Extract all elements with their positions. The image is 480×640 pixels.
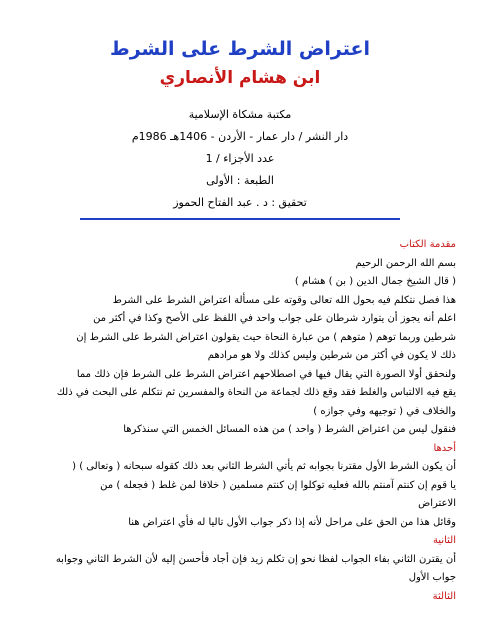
book-content: [16, 236, 456, 606]
text-line: يا قوم إن كنتم آمنتم بالله فعليه توكلوا إن كنتم مسلمين ( خلافا لمن غلط ( فجعله ) من: [100, 479, 456, 491]
text-line: شرطين وربما توهم ( متوهم ) من عبارة النحاة حيث يقولون اعتراض الشرط على الشرط إن: [76, 331, 456, 343]
text-line: ( قال الشيخ جمال الدين ( بن ) هشام ): [294, 276, 456, 287]
text-line: أن يكون الشرط الأول مقترنا بجوابه ثم يأتي الشرط الثاني بعد ذلك كقوله سبحانه ( وتعالى ) (: [72, 461, 456, 472]
publisher-house: دار النشر / دار عمار - الأردن - 1406هـ 1986م: [131, 130, 349, 143]
text-line: يقع فيه الالتباس والغلط فقد وقع ذلك لجماعة من النحاة والمفسرين ثم نتكلم على البحث في ذلك: [56, 387, 456, 398]
section-heading: مقدمة الكتاب: [399, 239, 456, 250]
text-line: اعلم أنه يجوز أن يتوارد شرطان على جواب واحد في اللفظ على الأصح وكذا في أكثر من: [93, 313, 456, 324]
publisher-library: مكتبة مشكاة الإسلامية: [188, 108, 292, 121]
text-line: ولنحقق أولا الصورة التي يقال فيها في اصطلاحهم اعتراض الشرط على الشرط فإن ذلك مما: [76, 368, 456, 380]
text-line: الاعتراض: [418, 498, 456, 509]
section-heading: الثانية: [432, 535, 456, 546]
section-heading: الثالثة: [432, 590, 456, 602]
text-line: أن يقترن الثاني بفاء الجواب لفظا نحو إن تكلم زيد فإن أجاد فأحسن إليه لأن الشرط الثاني وجوابه: [55, 553, 456, 565]
text-line: هذا فصل نتكلم فيه بحول الله تعالى وقوته على مسألة اعتراض الشرط على الشرط: [112, 294, 456, 306]
text-line: وقائل هذا من الحق على مراحل لأنه إذا ذكر جواب الأول تاليا له فأي اعتراض هنا: [128, 516, 456, 528]
book-title: اعتراض الشرط على الشرط: [109, 38, 370, 60]
text-line: والخلاف في ( توجيهه وفي جوازه ): [313, 405, 456, 417]
volume-count: عدد الأجزاء / 1: [205, 152, 275, 165]
section-heading: أحدها: [433, 442, 456, 454]
text-line: جواب الأول: [408, 572, 456, 583]
text-line: بسم الله الرحمن الرحيم: [355, 257, 456, 269]
section-divider: [80, 218, 400, 220]
publication-info: [0, 104, 480, 214]
text-line: فنقول ليس من اعتراض الشرط ( واحد ) من هذه المسائل الخمس التي سنذكرها: [123, 424, 456, 435]
editor: تحقيق : د . عبد الفتاح الحموز: [173, 196, 307, 209]
book-author: ابن هشام الأنصاري: [159, 68, 321, 88]
text-line: ذلك لا يكون في أكثر من شرطين وليس كذلك ولا هو مرادهم: [207, 350, 456, 361]
edition: الطبعة : الأولى: [206, 174, 274, 187]
